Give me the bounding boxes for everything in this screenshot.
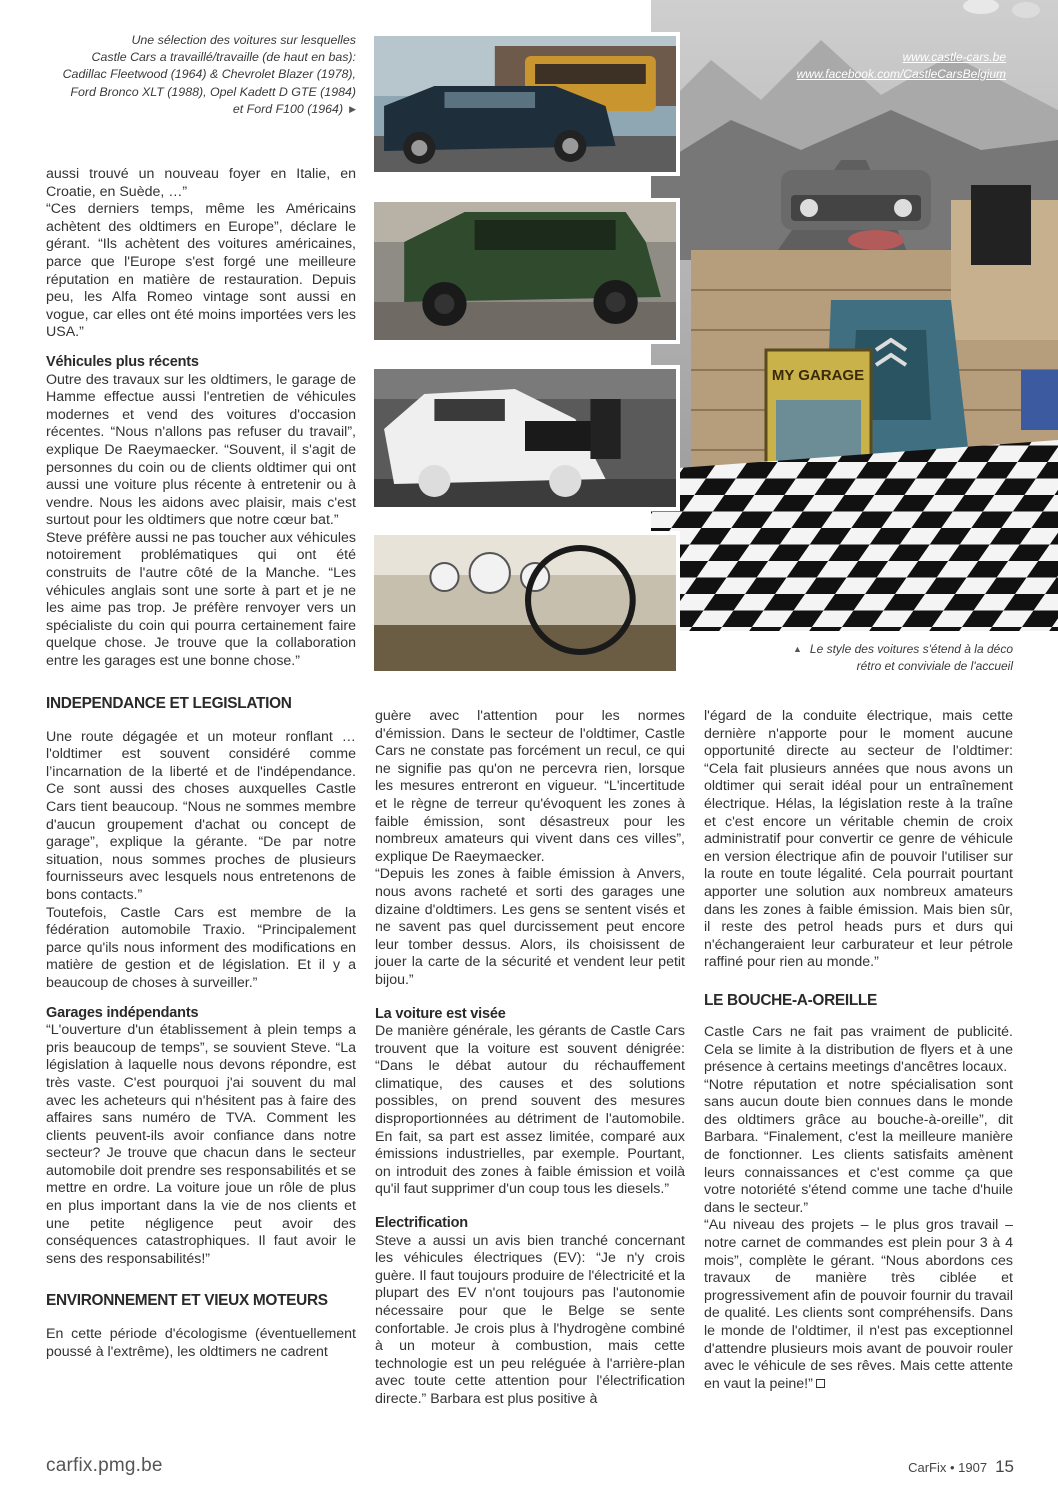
subheading-garages: Garages indépendants <box>46 1004 199 1021</box>
section-heading-independance: INDEPENDANCE ET LEGISLATION <box>46 694 292 712</box>
column-1 <box>46 166 356 1362</box>
facebook-link[interactable]: www.facebook.com/CastleCarsBelgium <box>796 67 1006 81</box>
car-photo-f100-dashboard <box>370 531 680 675</box>
paragraph-text: “Au niveau des projets – le plus gros travail – notre carnet de commandes est plein pour 3 à 4 mois”, complète le gérant. “Nous abordons ces travaux de manière très ciblée et progressivement afin de pouvoir fournir du travail de qualité. Les clients sont compréhensifs. Dans le monde de l'oldtimer, il n'est pas exceptionnel d'attendre plusieurs mois avant de pouvoir rouler avec le véhicule de ses rêves. Mais cette attente en vaut la peine!” <box>704 1217 1013 1392</box>
paragraph <box>704 1217 1013 1393</box>
showroom-illustration <box>651 0 1058 631</box>
web-links <box>797 49 1006 83</box>
car-photo-kadett <box>370 365 680 511</box>
subheading-voiture-visee: La voiture est visée <box>375 1005 506 1022</box>
caption-line: et Ford F100 (1964) <box>232 101 344 116</box>
column-2 <box>375 708 685 1409</box>
column-3 <box>704 708 1013 1393</box>
dashboard-illustration <box>374 535 676 671</box>
footer-url[interactable]: carfix.pmg.be <box>46 1455 163 1476</box>
magazine-issue: CarFix • 1907 <box>908 1460 988 1475</box>
caption-line: Le style des voitures s'étend à la déco <box>809 642 1013 656</box>
paragraph: En cette période d'écologisme (éventuellement poussé à l'extrême), les oldtimers ne cadrent <box>46 1326 356 1361</box>
photo-caption-top <box>30 32 356 118</box>
triangle-up-icon: ▲ <box>792 644 802 654</box>
footer-magazine <box>908 1457 1014 1477</box>
section-heading-bouche-a-oreille: LE BOUCHE-A-OREILLE <box>704 991 877 1009</box>
section-heading-environnement: ENVIRONNEMENT ET VIEUX MOTEURS <box>46 1292 328 1310</box>
showroom-photo <box>651 0 1058 631</box>
paragraph: Steve a aussi un avis bien tranché concernant les véhicules électriques (EV): “Je n'y crois guère. Il faut toujours produire de l'électricité et la plupart des EV n'ont toujours pas l'autonomie nécessaire pour que le Belge se sente confortable. Je crois plus à l'hydrogène combiné à un moteur à combustion, mais cette technologie est un peu reléguée à l'arrière-plan avec toute cette attention pour l'électrification directe.” Barbara est plus positive à <box>375 1232 685 1407</box>
triangle-right-icon: ▶ <box>349 103 356 114</box>
paragraph: l'égard de la conduite électrique, mais cette dernière n'apporte pour le moment aucune opportunité directe au secteur de l'oldtimer: “Cela fait plusieurs années que nous avons un oldtimer qui serait idéal pour un entraînement électrique. Hélas, la législation reste à la traîne et c'est encore un véritable chemin de croix administratif pour convertir ce genre de véhicule en version électrique afin de pouvoir l'utiliser sur la route en toute légalité. Cela pourrait pourtant apporter une solution aux nombreux amateurs dans les zones à faible émission. Mais bien sûr, il reste des petrol heads purs et durs qui n'échangeraient leur carburateur et leur pétrole raffiné pour rien au monde.” <box>704 708 1013 971</box>
caption-line: rétro et conviviale de l'accueil <box>856 659 1013 674</box>
paragraph: Outre des travaux sur les oldtimers, le garage de Hamme effectue aussi l'entretien de véhicules modernes et vend des voitures d'occasion récentes. “Nous n'allons pas refuser du travail”, explique De Raeymaecker. “Souvent, il s'agit de personnes du coin ou de clients oldtimer qui ont aussi une voiture plus récente à entretenir ou à vendre. Nous les aidons avec plaisir, mais c'est surtout pour les oldtimers que notre cœur bat.” <box>46 371 356 529</box>
bronco-illustration <box>374 202 676 340</box>
paragraph: “Depuis les zones à faible émission à Anvers, nous avons racheté et sorti des garages une dizaine d'oldtimers. Les gens se sentent visés et ne savent pas quel durcissement peut encore leur tomber dessus. Alors, ils choisissent de jouer la carte de la sécurité et vendent leur petit bijou.” <box>375 866 685 988</box>
end-of-article-icon <box>816 1379 825 1388</box>
photo-caption-right <box>700 641 1013 675</box>
page-number: 15 <box>995 1457 1014 1476</box>
car-photo-cadillac <box>370 32 680 176</box>
kadett-illustration <box>374 369 676 507</box>
paragraph: De manière générale, les gérants de Castle Cars trouvent que la voiture est souvent dénigrée: “Dans le débat autour du réchauffement climatique, des causes et des solutions possibles, on prend souvent des mesures disproportionnées au détriment de l'automobile. En fait, sa part est assez limitée, comparé aux émissions industrielles, par exemple. Pourtant, on introduit des zones à faible émission et voilà qu'il faut supprimer d'un coup tous les diesels.” <box>375 1023 685 1198</box>
paragraph: “L'ouverture d'un établissement à plein temps a pris beaucoup de temps”, se souvient Steve. “La législation à laquelle nous devons répondre, est très vaste. C'est pourquoi j'ai souvent du mal avec les acheteurs qui n'hésitent pas à faire des affaires sans numéro de TVA. Comment les clients peuvent-ils avoir confiance dans notre secteur? Je trouve que chacun dans le secteur automobile doit prendre ses responsabilités et se mettre en ordre. La voiture joue un rôle de plus en plus important dans la vie de nos clients et une petite négligence peut avoir des conséquences catastrophiques. Il faut avoir le sens des responsabilités!” <box>46 1022 356 1267</box>
paragraph: Castle Cars ne fait pas vraiment de publicité. Cela se limite à la distribution de flyers et à une présence à certains meetings d'ancêtres locaux. <box>704 1023 1013 1076</box>
sign-top-text: MY GARAGE <box>771 367 865 384</box>
caption-line: Cadillac Fleetwood (1964) & Chevrolet Blazer (1978), <box>62 67 356 82</box>
paragraph: Une route dégagée et un moteur ronflant … l'oldtimer est souvent considéré comme l’incarnation de la liberté et de l'indépendance. Ce sont aussi des choses auxquelles Castle Cars tient beaucoup. “Nous ne sommes membre d'aucun groupement d'achat ou concept de garage”, explique la gérante. “De par notre situation, nous sommes proches de plusieurs fournisseurs avec lesquels nous entretenons de bons contacts.” <box>46 728 356 903</box>
subheading-electrification: Electrification <box>375 1215 468 1232</box>
subheading-recents: Véhicules plus récents <box>46 353 199 370</box>
paragraph: Steve préfère aussi ne pas toucher aux véhicules notoirement problématiques qui ont été construits de l'autre côté de la Manche. “Les véhicules anglais sont une sorte à part et je ne les aime pas trop. Je préfère renvoyer vers un spécialiste du coin qui pourra certainement faire quelque chose. Je trouve que la collaboration entre les garages est une bonne chose.” <box>46 529 356 670</box>
caption-line: Castle Cars a travaillé/travaille (de haut en bas): <box>91 50 356 65</box>
car-photo-bronco <box>370 198 680 344</box>
cadillac-illustration <box>374 36 676 172</box>
caption-line: Une sélection des voitures sur lesquelles <box>131 33 356 47</box>
paragraph: “Ces derniers temps, même les Américains achètent des oldtimers en Europe”, déclare le gérant. “Ils achètent des voitures américaines, parce que l'Europe s'est forgé une meilleure réputation en matière de restauration. Depuis peu, les Alfa Romeo vintage sont aussi en vogue, car elles ont été moins importées vers les USA.” <box>46 201 356 341</box>
paragraph: Toutefois, Castle Cars est membre de la fédération automobile Traxio. “Principalement parce qu'ils nous informent des modifications en matière de gestion et de législation. Et il y a beaucoup de choses à surveiller.” <box>46 904 356 991</box>
website-link[interactable]: www.castle-cars.be <box>902 50 1006 64</box>
caption-line: Ford Bronco XLT (1988), Opel Kadett D GTE (1984) <box>70 84 356 99</box>
paragraph: guère avec l'attention pour les normes d'émission. Dans le secteur de l'oldtimer, Castle Cars ne constate pas forcément un recul, ce qui ne signifie pas qu'on ne percevra rien, lorsque les mesures entreront en vigueur. “L'incertitude et le règne de terreur qu'évoquent les zones à faible émission, sont désastreux pour les nombreux amateurs qui vivent dans ces villes”, explique De Raeymaecker. <box>375 708 685 865</box>
paragraph: aussi trouvé un nouveau foyer en Italie, en Croatie, en Suède, …” <box>46 166 356 200</box>
paragraph: “Notre réputation et notre spécialisation sont sans aucun doute bien connues dans le monde des oldtimers grâce au bouche-à-oreille”, dit Barbara. “Finalement, c'est la meilleure manière de fonctionner. Les clients satisfaits amènent leurs connaissances et c'est comme ça que votre notoriété s'étend comme une tache d'huile dans le secteur.” <box>704 1076 1013 1216</box>
